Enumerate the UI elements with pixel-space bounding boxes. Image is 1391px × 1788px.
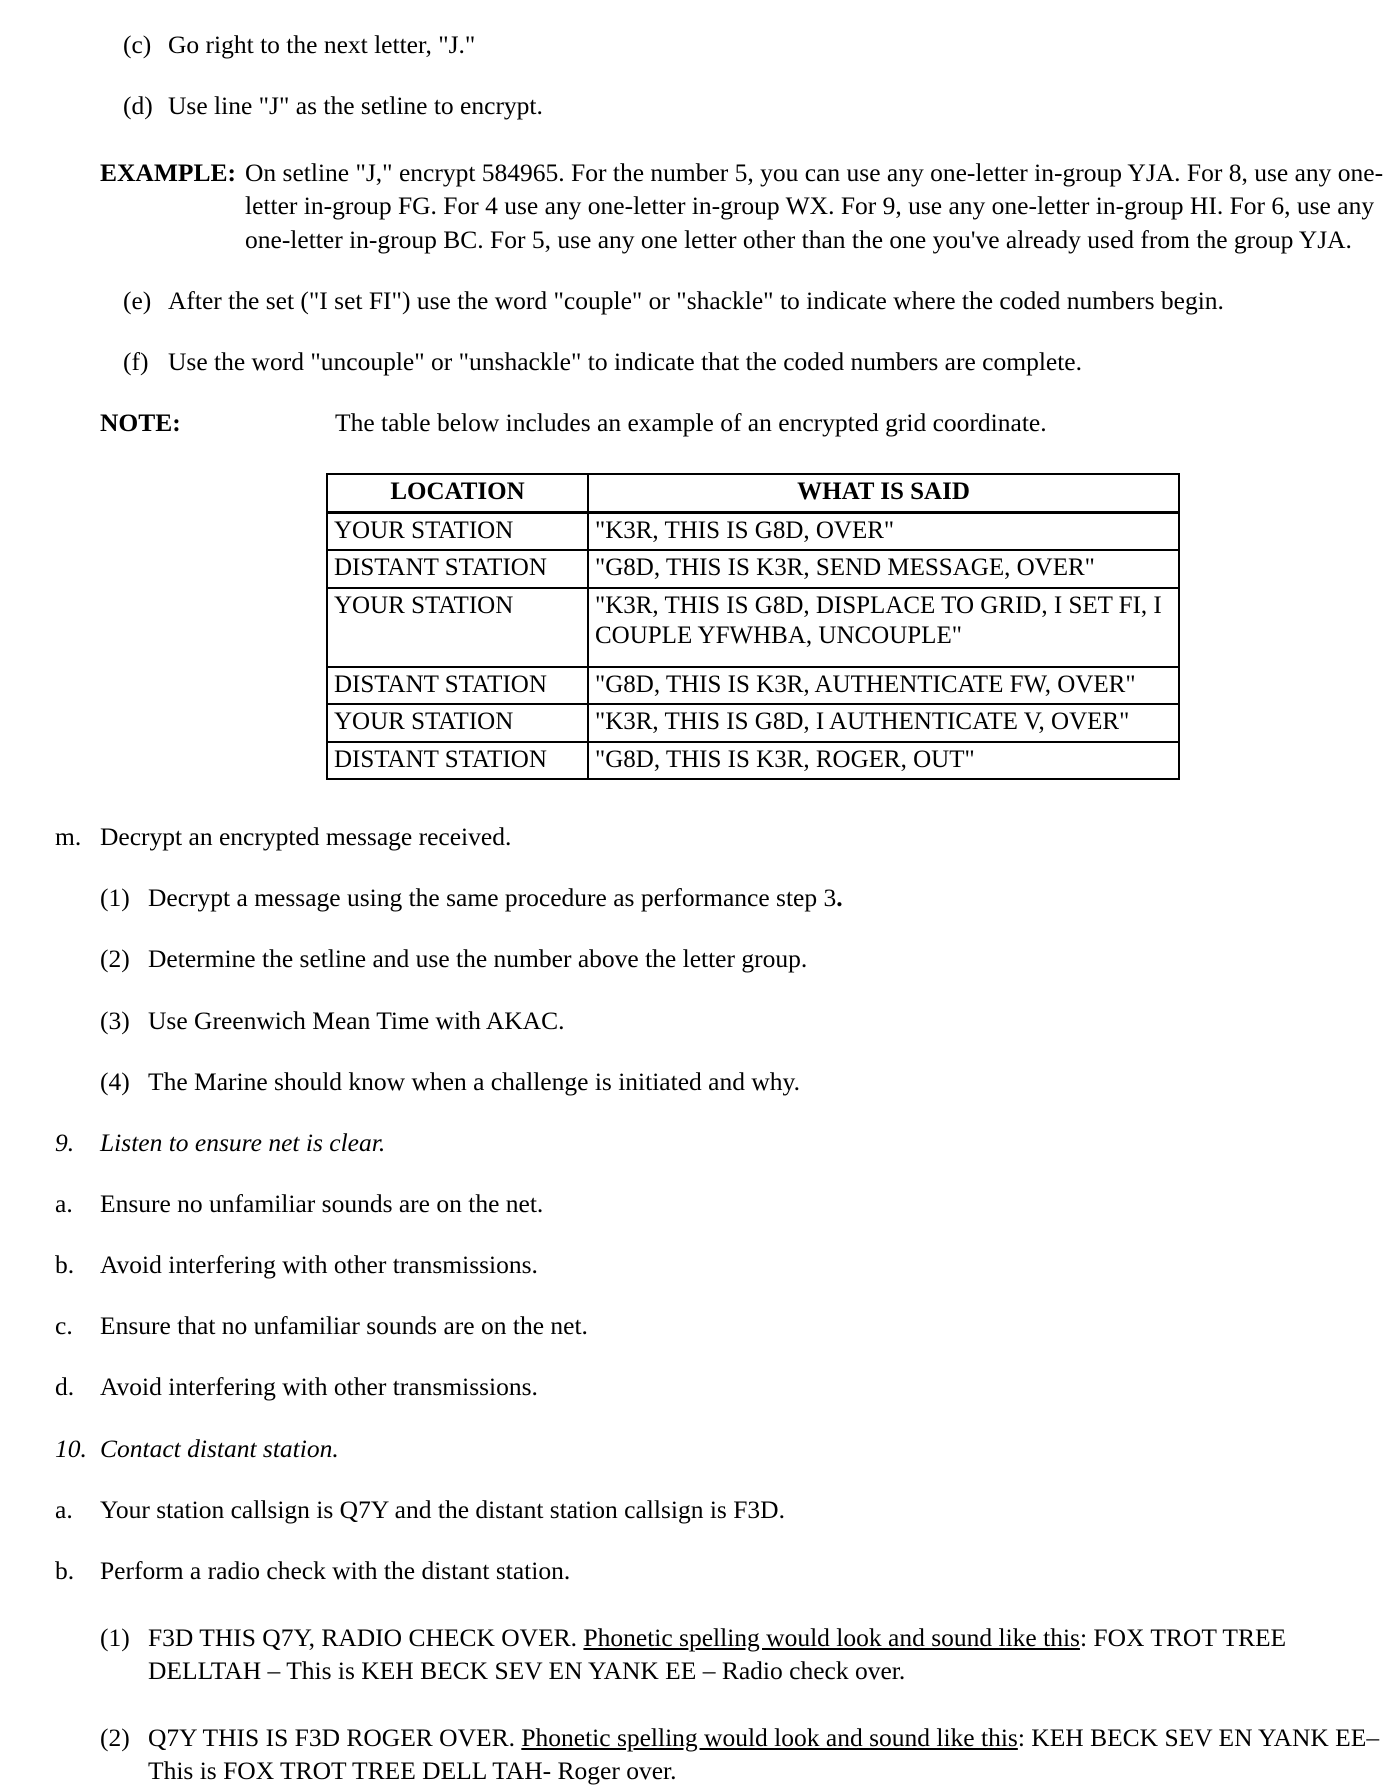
- table-row: [327, 742, 1179, 780]
- section-heading-10: [0, 1432, 1391, 1465]
- table-cell-location: DISTANT STATION: [327, 742, 588, 780]
- table-row: [327, 512, 1179, 550]
- table-cell-said: "G8D, THIS IS K3R, SEND MESSAGE, OVER": [588, 550, 1179, 588]
- spacer: [0, 1220, 1391, 1248]
- phonetic-lead-text: Q7Y THIS IS F3D ROGER OVER.: [148, 1723, 515, 1753]
- list-item-9a: [0, 1187, 1391, 1220]
- table-row: [327, 704, 1179, 742]
- table-cell-said: "K3R, THIS IS G8D, I AUTHENTICATE V, OVER": [588, 704, 1179, 742]
- list-item-10b: [0, 1554, 1391, 1587]
- phonetic-underlined-text: Phonetic spelling would look and sound like this: [583, 1622, 1080, 1652]
- list-item-text: Avoid interfering with other transmissions.: [100, 1250, 538, 1280]
- list-item-text: Go right to the next letter, "J.": [168, 30, 476, 59]
- spacer: [0, 780, 1391, 820]
- list-item-text: [148, 1621, 1391, 1687]
- spacer: [0, 439, 1391, 473]
- example-block: [0, 156, 1391, 255]
- list-item-text: Your station callsign is Q7Y and the distant station callsign is F3D.: [100, 1494, 785, 1524]
- list-item-text: After the set ("I set FI") use the word "couple" or "shackle" to indicate where the coded numbers begin.: [168, 285, 1224, 315]
- spacer: [0, 976, 1391, 1004]
- table-cell-said: "G8D, THIS IS K3R, ROGER, OUT": [588, 742, 1179, 780]
- list-item-m-2: [0, 942, 1391, 975]
- spacer: [0, 0, 1391, 28]
- spacer: [0, 61, 1391, 89]
- list-marker: a.: [55, 1188, 73, 1218]
- dialog-table: [326, 473, 1180, 780]
- list-item-e: [0, 284, 1391, 317]
- list-item-10-2: [0, 1721, 1391, 1787]
- table-cell-said: "K3R, THIS IS G8D, DISPLACE TO GRID, I SET FI, I COUPLE YFWHBA, UNCOUPLE": [588, 588, 1179, 667]
- list-item-text: Determine the setline and use the number above the letter group.: [148, 944, 808, 974]
- list-item-m-3: [0, 1004, 1391, 1037]
- spacer: [0, 256, 1391, 284]
- list-item-m: [0, 820, 1391, 853]
- list-item-9d: [0, 1370, 1391, 1403]
- list-item-text: The Marine should know when a challenge is initiated and why.: [148, 1066, 800, 1096]
- list-item-f: [0, 345, 1391, 378]
- table-cell-location: DISTANT STATION: [327, 667, 588, 705]
- list-item-text: [148, 1721, 1391, 1787]
- dialog-table-wrapper: [326, 473, 1180, 780]
- list-item-text: Ensure no unfamiliar sounds are on the net.: [100, 1188, 544, 1218]
- list-marker: (2): [100, 1723, 130, 1753]
- list-item-text: Decrypt an encrypted message received.: [100, 822, 512, 852]
- spacer: [0, 317, 1391, 345]
- list-marker: c.: [55, 1311, 73, 1341]
- list-item-10-1: [0, 1621, 1391, 1687]
- list-item-text-main: Decrypt a message using the same procedure as performance step 3: [148, 883, 837, 913]
- list-item-text-tail: .: [836, 883, 843, 913]
- phonetic-tail-text: : FOX TROT TREE DELLTAH – This is KEH BECK SEV EN YANK EE – Radio check over.: [148, 1622, 1287, 1686]
- spacer: [0, 1281, 1391, 1309]
- table-cell-location: YOUR STATION: [327, 512, 588, 550]
- section-marker: 9.: [55, 1127, 75, 1157]
- table-header-row: [327, 474, 1179, 512]
- phonetic-tail-text: : KEH BECK SEV EN YANK EE– This is FOX TROT TREE DELL TAH- Roger over.: [148, 1723, 1380, 1786]
- note-text: The table below includes an example of an encrypted grid coordinate.: [335, 407, 1047, 437]
- spacer: [0, 914, 1391, 942]
- table-cell-said: "G8D, THIS IS K3R, AUTHENTICATE FW, OVER": [588, 667, 1179, 705]
- phonetic-lead-text: F3D THIS Q7Y, RADIO CHECK OVER.: [148, 1622, 578, 1652]
- list-marker: (2): [100, 944, 130, 974]
- list-marker: (4): [100, 1066, 130, 1096]
- list-marker: b.: [55, 1555, 75, 1585]
- list-item-text: Avoid interfering with other transmissions.: [100, 1372, 538, 1402]
- spacer: [0, 1098, 1391, 1126]
- spacer: [0, 1687, 1391, 1721]
- list-item-text: [148, 881, 1391, 914]
- spacer: [0, 1404, 1391, 1432]
- section-heading-9: [0, 1126, 1391, 1159]
- spacer: [0, 1159, 1391, 1187]
- spacer: [0, 1037, 1391, 1065]
- table-cell-location: YOUR STATION: [327, 588, 588, 667]
- table-row: [327, 588, 1179, 667]
- example-label: EXAMPLE:: [100, 158, 236, 188]
- list-item-c: [0, 28, 1391, 61]
- list-item-text: Use the word "uncouple" or "unshackle" to indicate that the coded numbers are complete.: [168, 346, 1083, 376]
- section-marker: 10.: [55, 1433, 87, 1463]
- spacer: [0, 122, 1391, 156]
- list-marker: m.: [55, 822, 82, 852]
- note-block: [0, 406, 1391, 439]
- spacer: [0, 1342, 1391, 1370]
- list-item-m-4: [0, 1065, 1391, 1098]
- spacer: [0, 1526, 1391, 1554]
- list-item-10a: [0, 1493, 1391, 1526]
- list-marker: a.: [55, 1494, 73, 1524]
- section-title: Listen to ensure net is clear.: [100, 1127, 386, 1157]
- phonetic-underlined-text: Phonetic spelling would look and sound like this: [521, 1723, 1018, 1753]
- spacer: [0, 378, 1391, 406]
- table-cell-location: DISTANT STATION: [327, 550, 588, 588]
- list-item-text: Perform a radio check with the distant station.: [100, 1555, 571, 1585]
- table-row: [327, 667, 1179, 705]
- list-item-9c: [0, 1309, 1391, 1342]
- list-item-d: [0, 89, 1391, 122]
- list-marker: (1): [100, 1622, 130, 1652]
- list-marker: (1): [100, 883, 130, 913]
- table-cell-location: YOUR STATION: [327, 704, 588, 742]
- spacer: [0, 853, 1391, 881]
- table-row: [327, 550, 1179, 588]
- section-title: Contact distant station.: [100, 1433, 339, 1463]
- table-header-what-is-said: WHAT IS SAID: [588, 474, 1179, 512]
- list-marker: (3): [100, 1005, 130, 1035]
- list-item-9b: [0, 1248, 1391, 1281]
- example-text: On setline "J," encrypt 584965. For the number 5, you can use any one-letter in-group YJA. For 8, use any one-letter in-group FG. For 4 use any one-letter in-group WX. For 9, use any one-letter in-group HI. For 6, use any one-letter in-group BC. For 5, use any one letter other than the one you've already used from the group YJA.: [245, 158, 1384, 254]
- spacer: [0, 1465, 1391, 1493]
- table-cell-said: "K3R, THIS IS G8D, OVER": [588, 512, 1179, 550]
- list-marker: d.: [55, 1372, 75, 1402]
- spacer: [0, 1587, 1391, 1621]
- note-label: NOTE:: [100, 407, 181, 437]
- list-item-text: Ensure that no unfamiliar sounds are on the net.: [100, 1311, 588, 1341]
- list-marker: (f): [123, 346, 149, 376]
- list-marker: (e): [123, 285, 152, 315]
- list-item-text: Use Greenwich Mean Time with AKAC.: [148, 1005, 565, 1035]
- list-marker: (d): [123, 91, 153, 121]
- list-marker: (c): [123, 30, 152, 59]
- list-item-text: Use line "J" as the setline to encrypt.: [168, 91, 543, 121]
- table-header-location: LOCATION: [327, 474, 588, 512]
- list-marker: b.: [55, 1250, 75, 1280]
- list-item-m-1: [0, 881, 1391, 914]
